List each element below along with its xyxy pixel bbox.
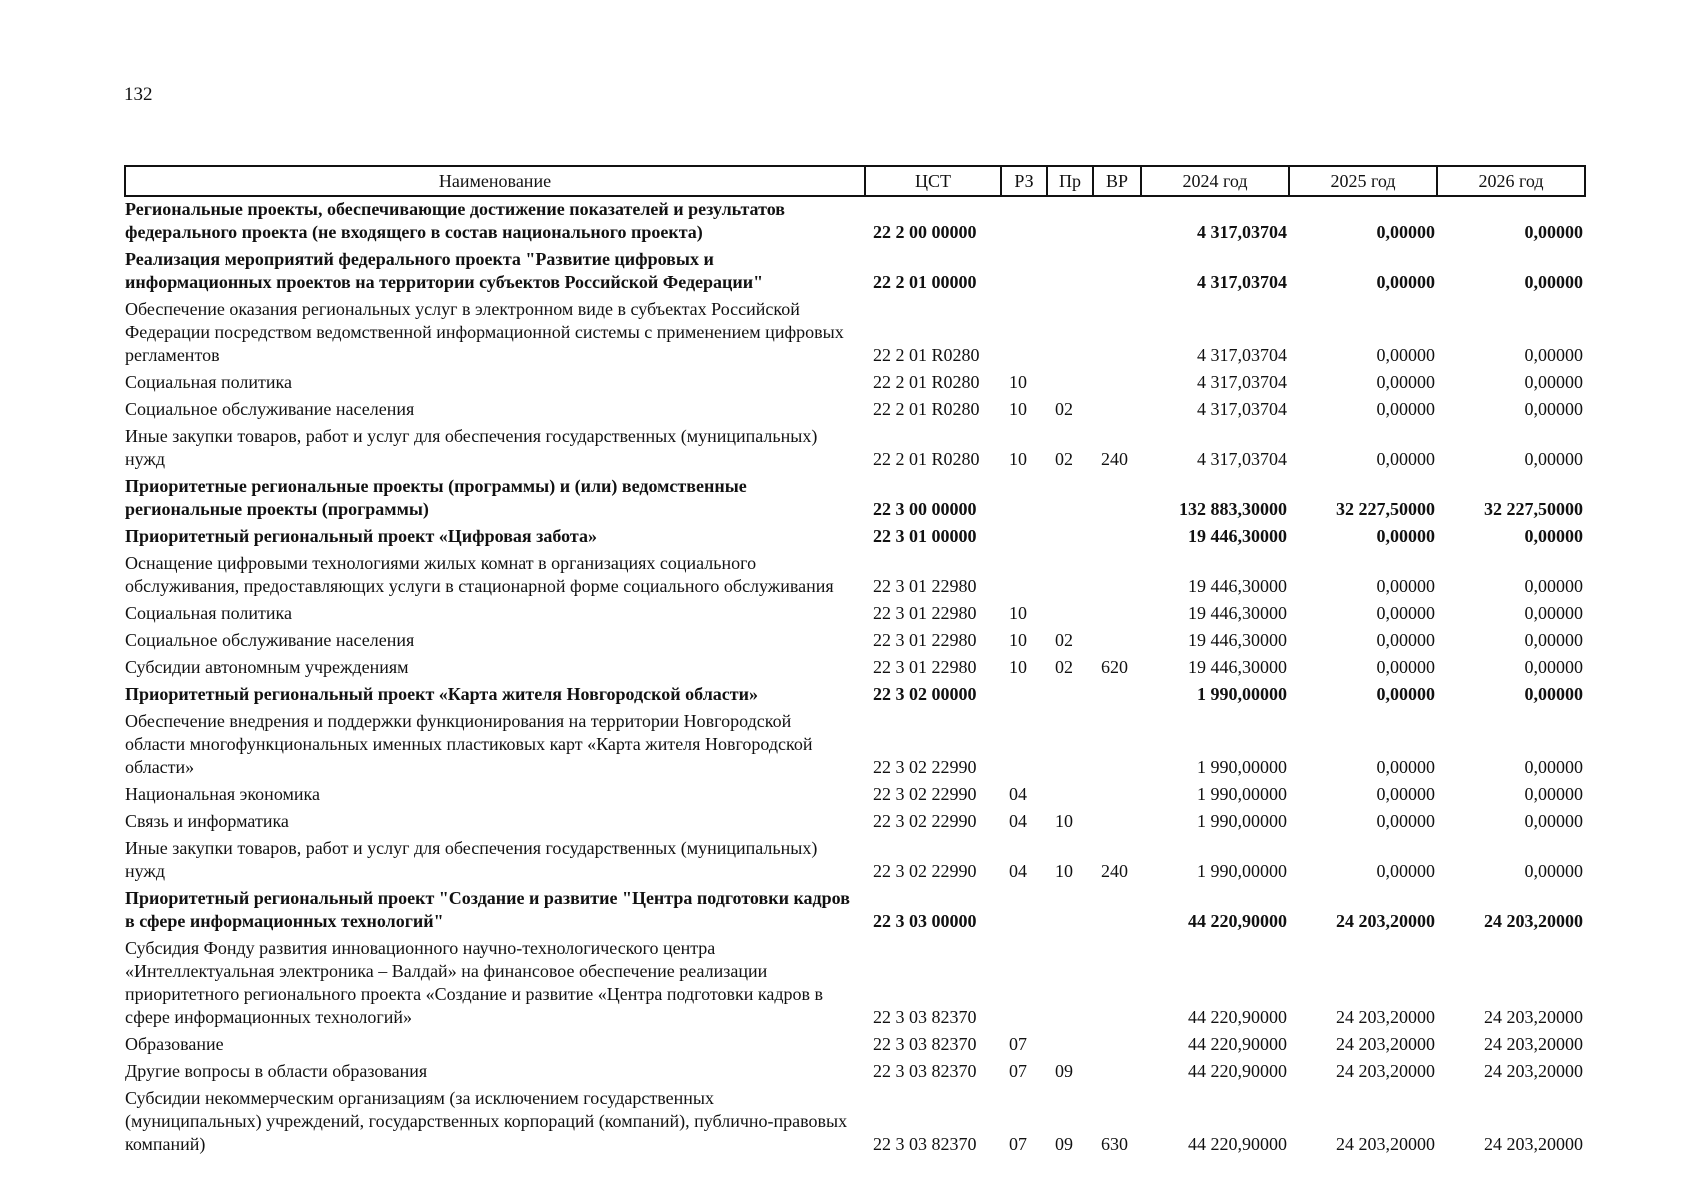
cell-pr xyxy=(1047,474,1093,524)
cell-y2025: 0,00000 xyxy=(1376,345,1435,365)
cell-y2026: 24 203,20000 xyxy=(1484,1007,1583,1027)
header-cst: ЦСТ xyxy=(865,166,1001,196)
cell-vr xyxy=(1093,1032,1141,1059)
cell-cst: 22 2 01 00000 xyxy=(873,272,977,292)
cell-cst: 22 2 00 00000 xyxy=(873,222,977,242)
table-row xyxy=(125,601,1585,628)
cell-name: Оснащение цифровыми технологиями жилых комнат в организациях социального обслуживания, предоставляющих услуги в стационарной форме социального обслуживания xyxy=(125,553,834,596)
cell-y2025: 0,00000 xyxy=(1376,657,1435,677)
cell-name: Обеспечение оказания региональных услуг в электронном виде в субъектах Российской Федерации посредством ведомственной информационной системы с применением цифровых регламентов xyxy=(125,299,844,365)
cell-y2025: 24 203,20000 xyxy=(1336,911,1435,931)
table-row xyxy=(125,474,1585,524)
cell-pr xyxy=(1047,682,1093,709)
cell-y2025: 24 203,20000 xyxy=(1336,1134,1435,1154)
cell-pr xyxy=(1047,782,1093,809)
cell-vr xyxy=(1093,936,1141,1032)
table-row xyxy=(125,1086,1585,1159)
cell-y2026: 0,00000 xyxy=(1524,345,1583,365)
cell-cst: 22 2 01 R0280 xyxy=(873,399,980,419)
table-header-row xyxy=(125,166,1585,196)
cell-y2026: 0,00000 xyxy=(1524,657,1583,677)
cell-cst: 22 3 03 00000 xyxy=(873,911,977,931)
cell-y2024: 19 446,30000 xyxy=(1188,630,1287,650)
cell-vr xyxy=(1093,782,1141,809)
header-2026: 2026 год xyxy=(1437,166,1585,196)
cell-rz xyxy=(1001,936,1047,1032)
cell-pr: 02 xyxy=(1055,630,1073,650)
cell-pr xyxy=(1047,524,1093,551)
cell-y2025: 24 203,20000 xyxy=(1336,1007,1435,1027)
cell-vr: 240 xyxy=(1101,861,1128,881)
cell-y2024: 19 446,30000 xyxy=(1188,603,1287,623)
cell-y2025: 0,00000 xyxy=(1376,222,1435,242)
cell-y2024: 132 883,30000 xyxy=(1179,499,1287,519)
table-row xyxy=(125,655,1585,682)
cell-name: Субсидии некоммерческим организациям (за исключением государственных (муниципальных) учреждений, государственных корпораций (компаний), публично-правовых компаний) xyxy=(125,1088,848,1154)
cell-pr: 02 xyxy=(1055,449,1073,469)
cell-y2025: 0,00000 xyxy=(1376,372,1435,392)
cell-name: Реализация мероприятий федерального проекта "Развитие цифровых и информационных проектов на территории субъектов Российской Федерации" xyxy=(125,249,764,292)
cell-pr: 10 xyxy=(1055,861,1073,881)
cell-cst: 22 3 02 22990 xyxy=(873,811,977,831)
cell-y2026: 0,00000 xyxy=(1524,576,1583,596)
cell-y2024: 4 317,03704 xyxy=(1197,345,1287,365)
cell-y2026: 0,00000 xyxy=(1524,603,1583,623)
header-rz: РЗ xyxy=(1001,166,1047,196)
cell-rz: 04 xyxy=(1009,861,1027,881)
table-body xyxy=(125,196,1585,1159)
cell-y2026: 24 203,20000 xyxy=(1484,911,1583,931)
cell-name: Образование xyxy=(125,1034,224,1054)
cell-y2026: 0,00000 xyxy=(1524,449,1583,469)
cell-name: Приоритетный региональный проект "Создание и развитие "Центра подготовки кадров в сфере информационных технологий" xyxy=(125,888,850,931)
cell-name: Региональные проекты, обеспечивающие достижение показателей и результатов федерального проекта (не входящего в состав национального проекта) xyxy=(125,199,785,242)
cell-rz xyxy=(1001,196,1047,247)
cell-rz xyxy=(1001,551,1047,601)
cell-cst: 22 3 00 00000 xyxy=(873,499,977,519)
cell-y2024: 44 220,90000 xyxy=(1188,1061,1287,1081)
table-row xyxy=(125,682,1585,709)
cell-pr xyxy=(1047,297,1093,370)
cell-y2026: 24 203,20000 xyxy=(1484,1061,1583,1081)
cell-y2026: 0,00000 xyxy=(1524,222,1583,242)
cell-y2024: 44 220,90000 xyxy=(1188,911,1287,931)
cell-pr: 02 xyxy=(1055,399,1073,419)
cell-name: Приоритетные региональные проекты (программы) и (или) ведомственные региональные проекты (программы) xyxy=(125,476,747,519)
cell-name: Социальная политика xyxy=(125,372,292,392)
cell-rz: 10 xyxy=(1009,630,1027,650)
cell-name: Другие вопросы в области образования xyxy=(125,1061,428,1081)
cell-y2024: 4 317,03704 xyxy=(1197,272,1287,292)
cell-vr xyxy=(1093,247,1141,297)
cell-y2024: 4 317,03704 xyxy=(1197,372,1287,392)
cell-name: Связь и информатика xyxy=(125,811,289,831)
header-name: Наименование xyxy=(125,166,865,196)
cell-rz: 10 xyxy=(1009,372,1027,392)
cell-vr xyxy=(1093,297,1141,370)
cell-name: Приоритетный региональный проект «Карта жителя Новгородской области» xyxy=(125,684,758,704)
cell-rz xyxy=(1001,297,1047,370)
cell-name: Субсидии автономным учреждениям xyxy=(125,657,409,677)
cell-vr xyxy=(1093,809,1141,836)
table-row xyxy=(125,297,1585,370)
cell-vr xyxy=(1093,397,1141,424)
cell-y2026: 32 227,50000 xyxy=(1484,499,1583,519)
cell-y2024: 19 446,30000 xyxy=(1188,657,1287,677)
table-row xyxy=(125,809,1585,836)
cell-y2026: 0,00000 xyxy=(1524,861,1583,881)
cell-name: Социальное обслуживание населения xyxy=(125,630,415,650)
cell-cst: 22 3 01 22980 xyxy=(873,630,977,650)
page-number: 132 xyxy=(124,84,153,105)
cell-rz xyxy=(1001,247,1047,297)
cell-cst: 22 3 02 22990 xyxy=(873,757,977,777)
table-row xyxy=(125,524,1585,551)
cell-y2025: 0,00000 xyxy=(1376,603,1435,623)
cell-y2025: 0,00000 xyxy=(1376,757,1435,777)
cell-name: Субсидия Фонду развития инновационного научно-технологического центра «Интеллектуальная электроника – Валдай» на финансовое обеспечение реализации приоритетного регионального проекта «Создание и развитие «Центра подготовки кадров в сфере информационных технологий» xyxy=(125,938,823,1027)
cell-rz: 10 xyxy=(1009,399,1027,419)
cell-cst: 22 3 02 22990 xyxy=(873,861,977,881)
cell-vr xyxy=(1093,601,1141,628)
cell-vr: 240 xyxy=(1101,449,1128,469)
cell-rz: 10 xyxy=(1009,657,1027,677)
cell-rz xyxy=(1001,682,1047,709)
cell-y2025: 0,00000 xyxy=(1376,684,1435,704)
table-row xyxy=(125,709,1585,782)
cell-y2025: 0,00000 xyxy=(1376,784,1435,804)
cell-y2024: 4 317,03704 xyxy=(1197,449,1287,469)
cell-pr xyxy=(1047,601,1093,628)
cell-cst: 22 2 01 R0280 xyxy=(873,449,980,469)
cell-y2025: 0,00000 xyxy=(1376,526,1435,546)
cell-y2024: 1 990,00000 xyxy=(1197,784,1287,804)
cell-cst: 22 3 02 22990 xyxy=(873,784,977,804)
cell-rz xyxy=(1001,709,1047,782)
cell-rz: 10 xyxy=(1009,603,1027,623)
cell-cst: 22 2 01 R0280 xyxy=(873,372,980,392)
cell-y2025: 0,00000 xyxy=(1376,861,1435,881)
cell-pr xyxy=(1047,551,1093,601)
cell-pr xyxy=(1047,196,1093,247)
cell-name: Иные закупки товаров, работ и услуг для обеспечения государственных (муниципальных) нужд xyxy=(125,426,818,469)
header-2024: 2024 год xyxy=(1141,166,1289,196)
table-row xyxy=(125,196,1585,247)
cell-cst: 22 3 01 22980 xyxy=(873,576,977,596)
cell-cst: 22 3 03 82370 xyxy=(873,1007,977,1027)
cell-name: Социальная политика xyxy=(125,603,292,623)
cell-pr xyxy=(1047,247,1093,297)
cell-y2025: 24 203,20000 xyxy=(1336,1061,1435,1081)
cell-pr xyxy=(1047,709,1093,782)
cell-y2026: 0,00000 xyxy=(1524,684,1583,704)
cell-cst: 22 3 03 82370 xyxy=(873,1134,977,1154)
cell-vr xyxy=(1093,551,1141,601)
cell-pr xyxy=(1047,370,1093,397)
cell-vr xyxy=(1093,370,1141,397)
cell-y2026: 24 203,20000 xyxy=(1484,1134,1583,1154)
cell-pr xyxy=(1047,886,1093,936)
cell-y2026: 0,00000 xyxy=(1524,272,1583,292)
cell-pr: 10 xyxy=(1055,811,1073,831)
cell-y2024: 1 990,00000 xyxy=(1197,811,1287,831)
table-row xyxy=(125,1032,1585,1059)
cell-pr xyxy=(1047,1032,1093,1059)
cell-vr xyxy=(1093,628,1141,655)
header-pr: Пр xyxy=(1047,166,1093,196)
table-row xyxy=(125,936,1585,1032)
cell-pr: 09 xyxy=(1055,1134,1073,1154)
cell-y2024: 44 220,90000 xyxy=(1188,1007,1287,1027)
cell-vr xyxy=(1093,1059,1141,1086)
cell-y2026: 0,00000 xyxy=(1524,399,1583,419)
cell-y2024: 19 446,30000 xyxy=(1188,526,1287,546)
header-2025: 2025 год xyxy=(1289,166,1437,196)
cell-y2026: 0,00000 xyxy=(1524,784,1583,804)
cell-rz xyxy=(1001,524,1047,551)
cell-y2026: 0,00000 xyxy=(1524,526,1583,546)
cell-vr xyxy=(1093,524,1141,551)
cell-y2024: 1 990,00000 xyxy=(1197,684,1287,704)
table-row xyxy=(125,247,1585,297)
cell-cst: 22 2 01 R0280 xyxy=(873,345,980,365)
cell-name: Обеспечение внедрения и поддержки функционирования на территории Новгородской области многофункциональных именных пластиковых карт «Карта жителя Новгородской области» xyxy=(125,711,813,777)
budget-table xyxy=(124,165,1586,1159)
cell-name: Приоритетный региональный проект «Цифровая забота» xyxy=(125,526,597,546)
cell-y2025: 0,00000 xyxy=(1376,449,1435,469)
cell-y2025: 24 203,20000 xyxy=(1336,1034,1435,1054)
cell-vr xyxy=(1093,886,1141,936)
cell-rz xyxy=(1001,886,1047,936)
cell-y2026: 24 203,20000 xyxy=(1484,1034,1583,1054)
cell-pr xyxy=(1047,936,1093,1032)
cell-y2024: 19 446,30000 xyxy=(1188,576,1287,596)
cell-y2025: 0,00000 xyxy=(1376,576,1435,596)
cell-y2025: 0,00000 xyxy=(1376,811,1435,831)
cell-rz: 10 xyxy=(1009,449,1027,469)
table-row xyxy=(125,1059,1585,1086)
cell-y2025: 0,00000 xyxy=(1376,272,1435,292)
cell-name: Социальное обслуживание населения xyxy=(125,399,415,419)
cell-name: Национальная экономика xyxy=(125,784,320,804)
cell-rz: 04 xyxy=(1009,811,1027,831)
cell-y2026: 0,00000 xyxy=(1524,811,1583,831)
cell-y2024: 1 990,00000 xyxy=(1197,861,1287,881)
cell-y2025: 0,00000 xyxy=(1376,630,1435,650)
cell-cst: 22 3 01 00000 xyxy=(873,526,977,546)
cell-y2024: 4 317,03704 xyxy=(1197,399,1287,419)
table-row xyxy=(125,551,1585,601)
cell-y2024: 44 220,90000 xyxy=(1188,1134,1287,1154)
cell-rz: 04 xyxy=(1009,784,1027,804)
cell-y2024: 4 317,03704 xyxy=(1197,222,1287,242)
cell-cst: 22 3 01 22980 xyxy=(873,657,977,677)
cell-rz: 07 xyxy=(1009,1134,1027,1154)
cell-y2025: 32 227,50000 xyxy=(1336,499,1435,519)
cell-vr xyxy=(1093,196,1141,247)
cell-rz: 07 xyxy=(1009,1061,1027,1081)
table-row xyxy=(125,628,1585,655)
table-row xyxy=(125,370,1585,397)
table-row xyxy=(125,397,1585,424)
cell-pr: 02 xyxy=(1055,657,1073,677)
cell-name: Иные закупки товаров, работ и услуг для обеспечения государственных (муниципальных) нужд xyxy=(125,838,818,881)
cell-vr xyxy=(1093,709,1141,782)
header-vr: ВР xyxy=(1093,166,1141,196)
table-row xyxy=(125,886,1585,936)
cell-cst: 22 3 03 82370 xyxy=(873,1034,977,1054)
table-row xyxy=(125,424,1585,474)
cell-cst: 22 3 03 82370 xyxy=(873,1061,977,1081)
cell-vr xyxy=(1093,474,1141,524)
cell-pr: 09 xyxy=(1055,1061,1073,1081)
cell-y2024: 44 220,90000 xyxy=(1188,1034,1287,1054)
table-row xyxy=(125,836,1585,886)
cell-cst: 22 3 02 00000 xyxy=(873,684,977,704)
cell-y2026: 0,00000 xyxy=(1524,372,1583,392)
cell-vr: 630 xyxy=(1101,1134,1128,1154)
cell-y2024: 1 990,00000 xyxy=(1197,757,1287,777)
cell-rz: 07 xyxy=(1009,1034,1027,1054)
cell-vr xyxy=(1093,682,1141,709)
cell-y2026: 0,00000 xyxy=(1524,757,1583,777)
cell-vr: 620 xyxy=(1101,657,1128,677)
table-row xyxy=(125,782,1585,809)
cell-rz xyxy=(1001,474,1047,524)
cell-y2025: 0,00000 xyxy=(1376,399,1435,419)
cell-cst: 22 3 01 22980 xyxy=(873,603,977,623)
cell-y2026: 0,00000 xyxy=(1524,630,1583,650)
